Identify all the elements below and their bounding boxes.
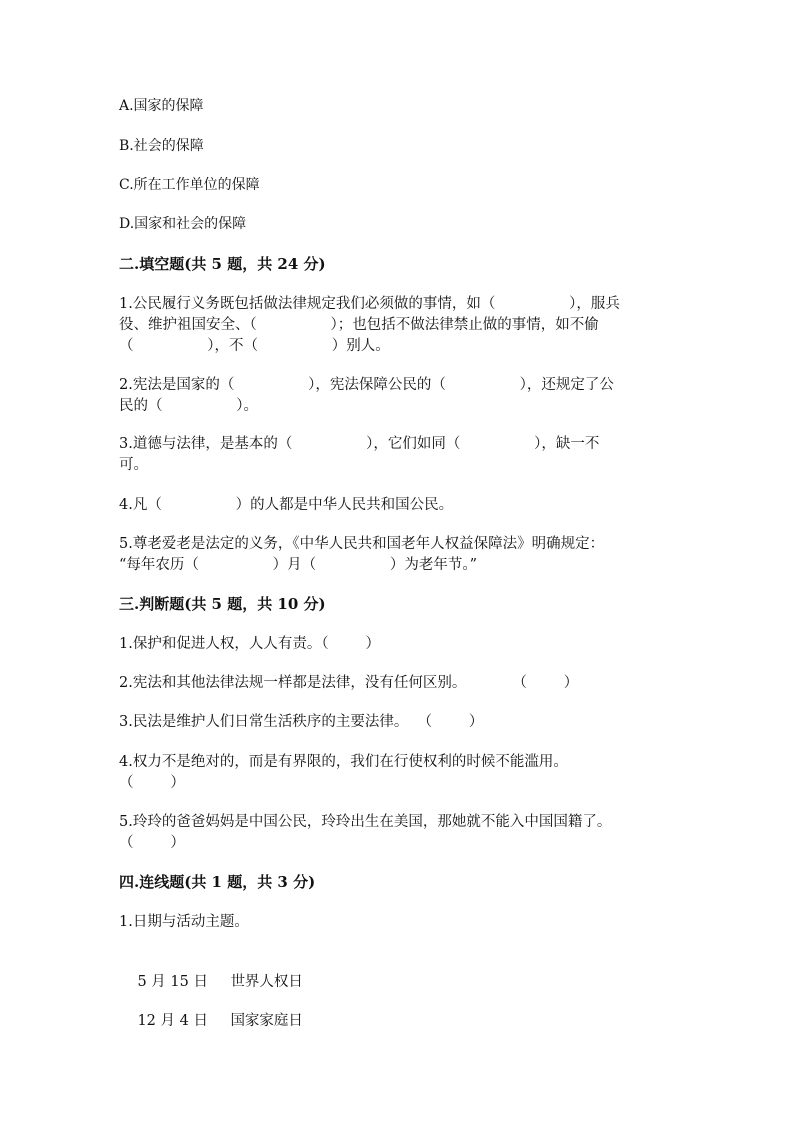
fill-blank-q2-line2: 民的（ ）。	[119, 398, 258, 414]
true-false-q5-line2: （ ）	[119, 835, 185, 851]
fill-blank-q3-line2: 可。	[119, 457, 148, 473]
fill-blank-q1-line3: （ ），不（ ）别人。	[119, 338, 390, 354]
option-d: D.国家和社会的保障	[119, 216, 247, 232]
fill-blank-q3-line1: 3.道德与法律，是基本的（ ），它们如同（ ），缺一不	[119, 436, 600, 452]
section-heading-true-false: 三.判断题(共 5 题，共 10 分)	[119, 595, 326, 613]
fill-blank-q5-line1: 5.尊老爱老是法定的义务，《中华人民共和国老年人权益保障法》明确规定：	[119, 536, 605, 552]
fill-blank-q4-line1: 4.凡（ ）的人都是中华人民共和国公民。	[119, 497, 454, 513]
fill-blank-q2-line1: 2.宪法是国家的（ ），宪法保障公民的（ ），还规定了公	[119, 377, 614, 393]
matching-row	[119, 990, 679, 1053]
option-b: B.社会的保障	[119, 138, 204, 154]
true-false-q2: 2.宪法和其他法律法规一样都是法律，没有任何区别。 （ ）	[119, 675, 579, 691]
matching-theme: 国家家庭日	[230, 1013, 303, 1029]
true-false-q4-line1: 4.权力不是绝对的，而是有界限的，我们在行使权利的时候不能滥用。	[119, 754, 568, 770]
option-c: C.所在工作单位的保障	[119, 177, 260, 193]
matching-date: 12 月 4 日	[137, 1013, 208, 1029]
true-false-q3: 3.民法是维护人们日常生活秩序的主要法律。 （ ）	[119, 714, 484, 730]
fill-blank-q1-line2: 役、维护祖国安全、（ ）；也包括不做法律禁止做的事情，如不偷	[119, 317, 599, 333]
matching-question: 1.日期与活动主题。	[119, 914, 249, 930]
fill-blank-q1-line1: 1.公民履行义务既包括做法律规定我们必须做的事情，如（ ），服兵	[119, 296, 620, 312]
section-heading-matching: 四.连线题(共 1 题，共 3 分)	[119, 873, 316, 891]
true-false-q1: 1.保护和促进人权，人人有责。（ ）	[119, 636, 380, 652]
true-false-q5-line1: 5.玲玲的爸爸妈妈是中国公民，玲玲出生在美国，那她就不能入中国国籍了。	[119, 814, 612, 830]
section-heading-fill-blank: 二.填空题(共 5 题，共 24 分)	[119, 255, 326, 273]
fill-blank-q5-line2: “每年农历（ ）月（ ）为老年节。”	[119, 557, 478, 573]
true-false-q4-line2: （ ）	[119, 775, 185, 791]
option-a: A.国家的保障	[119, 98, 204, 114]
matching-theme: 世界人权日	[230, 974, 303, 990]
matching-date: 5 月 15 日	[137, 974, 208, 990]
